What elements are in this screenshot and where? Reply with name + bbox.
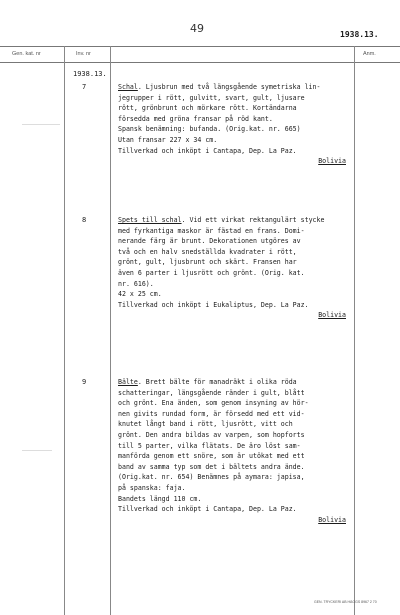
column-header-anm: Anm. [363,51,376,57]
entry-line: schatteringar, längsgående ränder i gult, blått [118,388,305,397]
entry-number: 9 [82,378,87,386]
column-divider-1 [64,46,65,615]
entry-line: Tillverkad och inköpt i Eukaliptus, Dep. La Paz. [118,300,309,309]
entry-line: (Orig.kat. nr. 654) Benämnes på aymara: japisa, [118,473,305,482]
entry-line: Tillverkad och inköpt i Cantapa, Dep. La Paz. [118,505,297,514]
entry-line: Spets till schal. Vid ett virkat rektangulärt stycke [118,216,325,224]
column-divider-2 [110,46,111,615]
entry-line: manförda genom ett snöre, som är utökat med ett [118,452,305,461]
entry-line: nerande färg är brunt. Dekorationen utgöres av [118,237,301,246]
printer-imprint: GEN. TRYCKERI AB HÄGGS 8967 2 70 [314,600,377,604]
inventory-year: 1938.13. [73,70,107,78]
entry-line: jegrupper i rött, gulvitt, svart, gult, ljusare [118,93,305,102]
entry-title: Schal [118,83,138,91]
entry-line: rött, grönbrunt och mörkare rött. Kortändarna [118,104,297,113]
entry-line: även 6 parter i ljusrött och grönt. (Orig. kat. [118,268,305,277]
entry-line: band av samma typ som det i bältets andra ände. [118,462,305,471]
column-header-gen-kat: Gen. kat. nr [12,51,41,57]
faint-mark [22,450,52,451]
column-header-row [0,46,400,62]
catalog-entry [118,377,350,525]
entry-line: två och en halv snedställda kvadrater i rött, [118,247,297,256]
entry-line: knutet långt band i rött, ljusrött, vitt och [118,420,293,429]
entry-title: Bälte [118,378,138,386]
page-number: 49 [190,22,204,35]
entry-place: Bolivia [318,515,346,524]
entry-title: Spets till schal [118,216,182,224]
entry-line: Bälte. Brett bälte för manadräkt i olika röda [118,378,297,386]
entry-number: 7 [82,83,87,91]
entry-line: med fyrkantiga maskor är fästad en frans. Domi- [118,226,305,235]
entry-line: Spansk benämning: bufanda. (Orig.kat. nr. 665) [118,125,301,134]
catalog-entry [118,82,350,167]
faint-mark [22,124,60,125]
entry-line: Utan fransar 227 x 34 cm. [118,135,218,144]
entry-place: Bolivia [318,157,346,166]
entry-line: grönt, gult, ljusbrunt och skärt. Fransen har [118,258,297,267]
entry-line: och grönt. Ena änden, som genom insyning av hör- [118,399,309,408]
entry-line: Bandets längd 110 cm. [118,494,202,503]
column-header-inv: Inv. nr [76,51,91,57]
entry-line: nr. 616). [118,279,154,288]
document-id: 1938.13. [340,30,379,39]
entry-line: nen givits rundad form, är försedd med ett vid- [118,409,305,418]
entry-line: grönt. Den andra bildas av varpen, som hopforts [118,430,305,439]
column-divider-3 [354,46,355,615]
catalog-entry [118,215,350,321]
header-bottom-rule [0,62,400,63]
entry-line: Schal. Ljusbrun med två längsgående symetriska lin- [118,83,321,91]
entry-line: 42 x 25 cm. [118,290,162,299]
entry-line: Tillverkad och inköpt i Cantapa, Dep. La Paz. [118,146,297,155]
entry-number: 8 [82,216,87,224]
entry-line: till 5 parter, vilka flätats. De äro löst sam- [118,441,301,450]
entry-place: Bolivia [318,311,346,320]
entry-line: på spanska: faja. [118,483,186,492]
entry-line: försedda med gröna fransar på röd kant. [118,114,273,123]
